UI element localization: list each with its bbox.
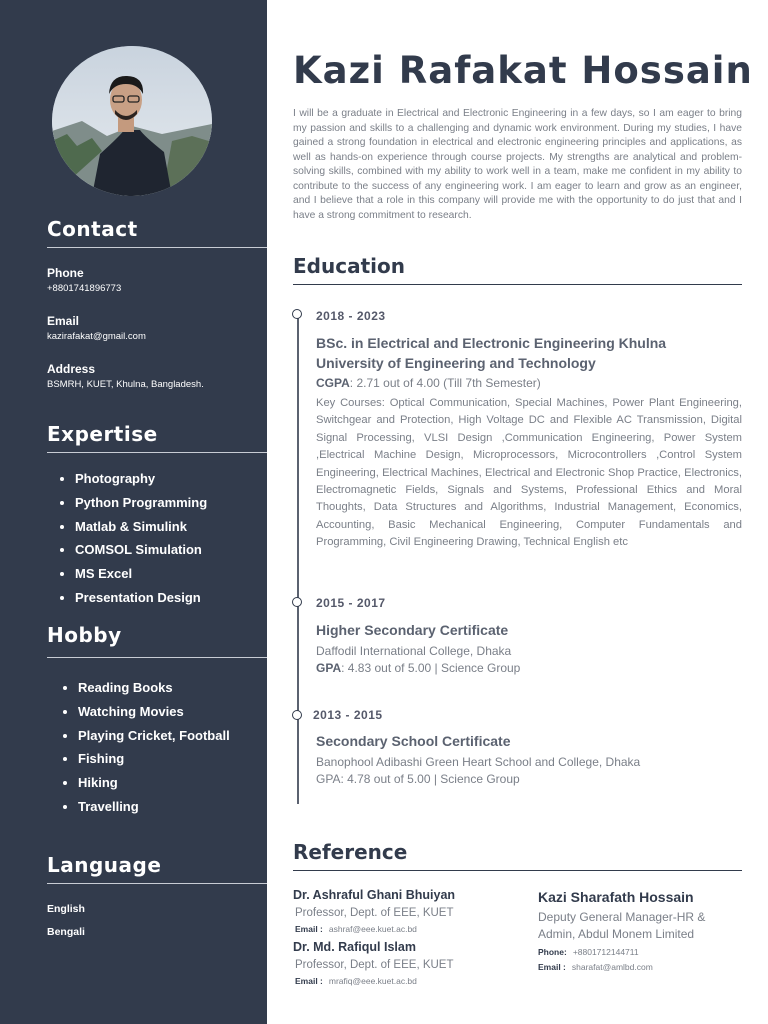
profile-photo: [52, 46, 212, 196]
email-label: Email: [47, 314, 80, 328]
hobby-item: Travelling: [63, 795, 230, 819]
hobby-item: Hiking: [63, 771, 230, 795]
contact-divider: [47, 247, 267, 248]
grade-value: : 2.71 out of 4.00 (Till 7th Semester): [349, 376, 541, 390]
education-grade: [316, 376, 541, 390]
reference-heading: Reference: [293, 840, 408, 864]
education-grade: GPA: 4.78 out of 5.00 | Science Group: [316, 772, 520, 786]
grade-label: GPA: [316, 661, 342, 675]
phone-label: Phone:: [538, 947, 567, 957]
expertise-item: Presentation Design: [60, 586, 207, 610]
expertise-list: [60, 467, 207, 610]
hobby-item: Fishing: [63, 747, 230, 771]
reference-email: [295, 976, 417, 986]
education-school: Daffodil International College, Dhaka: [316, 644, 512, 658]
reference-name: Dr. Ashraful Ghani Bhuiyan: [293, 888, 456, 902]
education-divider: [293, 284, 742, 285]
hobby-item: Watching Movies: [63, 700, 230, 724]
education-degree: Higher Secondary Certificate: [316, 622, 509, 638]
language-divider: [47, 883, 267, 884]
timeline-dot: [292, 597, 302, 607]
reference-email: [295, 924, 417, 934]
hobby-divider: [47, 657, 267, 658]
phone-value: +8801712144711: [572, 947, 639, 957]
education-degree: Secondary School Certificate: [316, 733, 511, 749]
expertise-heading: Expertise: [47, 422, 158, 446]
address-label: Address: [47, 362, 96, 376]
expertise-item: Photography: [60, 467, 207, 491]
reference-name: Dr. Md. Rafiqul Islam: [293, 940, 416, 954]
hobby-list: [63, 676, 230, 819]
summary-paragraph: I will be a graduate in Electrical and Electronic Engineering in a few days, so I am eager to bring my passion and skills to a challenging and dynamic work environment. During my studies, I have gained a strong foundation in electrical and electronic engineering principles and applications, as well as hands-on experience through course projects. My strengths are analytical and problem-solving skills, combined with my ability to work well in a team, make me confident in my ability to contribute to the success of any engineering work. I am eager to learn and grow as an engineer, and I believe that a role in this company will provide me with the opportunity to do just that and I have a strong commitment to research.: [293, 108, 742, 221]
email-value: ashraf@eee.kuet.ac.bd: [328, 924, 417, 934]
language-item: Bengali: [47, 926, 85, 938]
expertise-item: MS Excel: [60, 562, 207, 586]
reference-title: Deputy General Manager-HR &: [538, 910, 706, 924]
education-degree: BSc. in Electrical and Electronic Engineering Khulna: [316, 335, 667, 351]
contact-heading: Contact: [47, 217, 138, 241]
language-item: English: [47, 903, 85, 915]
key-courses: Key Courses: Optical Communication, Special Machines, Power Plant Engineering, Switchgear and Protection, High Voltage DC and Flexible AC Transmission, Digital Signal Processing, VLSI Design ,Communication Engineering, Power System ,Electrical Machine Design, Microprocessors, Microcontrollers ,Control System Engineering, Electrical Machines, Electrical and Electronic Shop Practice, Electronics, Electromagnetic Fields, Signals and Systems, Professional Ethics and Moral Thoughts, Data Structures and Algorithms, Industrial Management, Economics, Accounting, Basic Mechanical Engineering, Computer Fundamentals and Programming, Civil Engineering Drawing, Technical English etc: [316, 397, 742, 549]
hobby-item: Playing Cricket, Football: [63, 724, 230, 748]
phone-value: +8801741896773: [47, 283, 122, 294]
reference-title: Admin, Abdul Monem Limited: [538, 927, 695, 941]
timeline-dot: [292, 710, 302, 720]
education-timeline: [297, 316, 299, 804]
reference-divider: [293, 870, 742, 871]
page-title: Kazi Rafakat Hossain: [293, 49, 753, 92]
education-degree: University of Engineering and Technology: [316, 355, 596, 371]
expertise-item: COMSOL Simulation: [60, 538, 207, 562]
reference-phone: [538, 947, 639, 957]
email-value: mrafiq@eee.kuet.ac.bd: [328, 976, 417, 986]
education-heading: Education: [293, 254, 405, 278]
expertise-item: Matlab & Simulink: [60, 515, 207, 539]
education-grade: [316, 661, 520, 675]
expertise-divider: [47, 452, 267, 453]
email-label: Email :: [295, 924, 323, 934]
phone-label: Phone: [47, 266, 84, 280]
education-years: 2018 - 2023: [316, 309, 386, 323]
reference-name: Kazi Sharafath Hossain: [538, 889, 694, 905]
email-value: kazirafakat@gmail.com: [47, 331, 146, 342]
education-years: 2013 - 2015: [313, 708, 383, 722]
reference-title: Professor, Dept. of EEE, KUET: [295, 959, 454, 971]
expertise-item: Python Programming: [60, 491, 207, 515]
hobby-heading: Hobby: [47, 623, 122, 647]
email-label: Email :: [295, 976, 323, 986]
reference-email: [538, 962, 653, 972]
language-heading: Language: [47, 853, 162, 877]
education-years: 2015 - 2017: [316, 596, 386, 610]
sidebar: [0, 0, 267, 1024]
address-value: BSMRH, KUET, Khulna, Bangladesh.: [47, 379, 204, 390]
reference-title: Professor, Dept. of EEE, KUET: [295, 907, 454, 919]
email-value: sharafat@amlbd.com: [571, 962, 653, 972]
hobby-item: Reading Books: [63, 676, 230, 700]
grade-label: CGPA: [316, 376, 350, 390]
grade-value: : 4.83 out of 5.00 | Science Group: [341, 661, 521, 675]
email-label: Email :: [538, 962, 566, 972]
education-school: Banophool Adibashi Green Heart School and College, Dhaka: [316, 755, 641, 769]
timeline-dot: [292, 309, 302, 319]
